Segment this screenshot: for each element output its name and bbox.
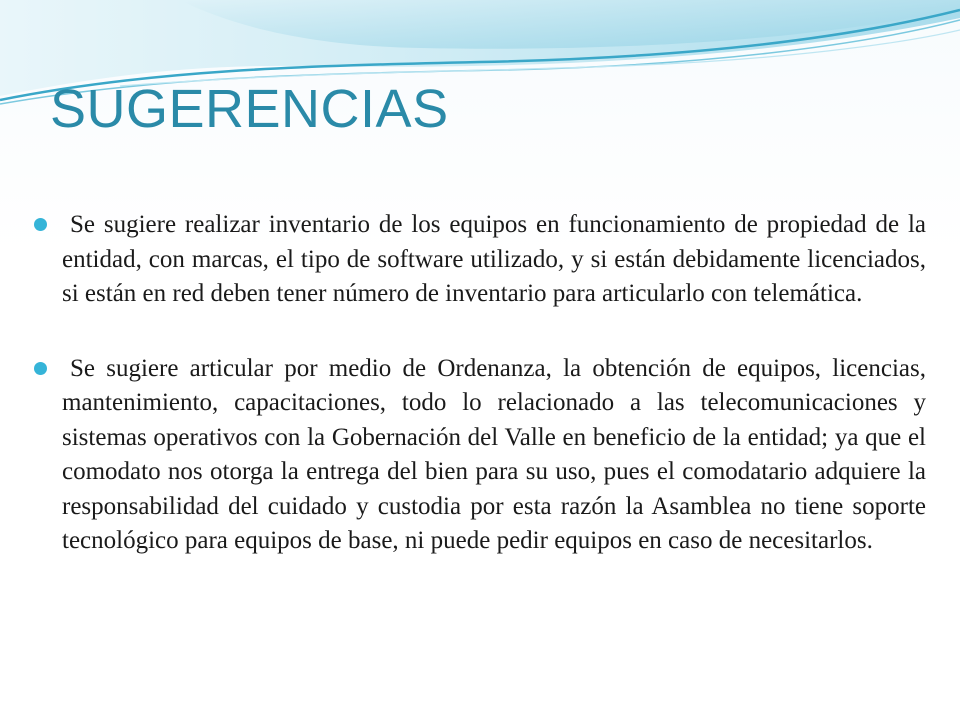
bullet-item (34, 208, 926, 312)
bullet-text: Se sugiere articular por medio de Ordenanza, la obtención de equipos, licencias, mantenimiento, capacitaciones, todo lo relacionado a las telecomunicaciones y sistemas operativos con la Gobernación del Valle en beneficio de la entidad; ya que el comodato nos otorga la entrega del bien para su uso, pues el comodatario adquiere la responsabilidad del cuidado y custodia por esta razón la Asamblea no tiene soporte tecnológico para equipos de base, ni puede pedir equipos en caso de necesitarlos. (62, 354, 926, 554)
bullet-dot-icon (34, 362, 47, 375)
bullet-list (34, 208, 926, 599)
bullet-dot-icon (34, 218, 47, 231)
bullet-text: Se sugiere realizar inventario de los equipos en funcionamiento de propiedad de la entidad, con marcas, el tipo de software utilizado, y si están debidamente licenciados, si están en red deben tener número de inventario para articularlo con telemática. (62, 211, 926, 307)
bullet-item (34, 352, 926, 559)
slide-title: SUGERENCIAS (50, 79, 449, 139)
